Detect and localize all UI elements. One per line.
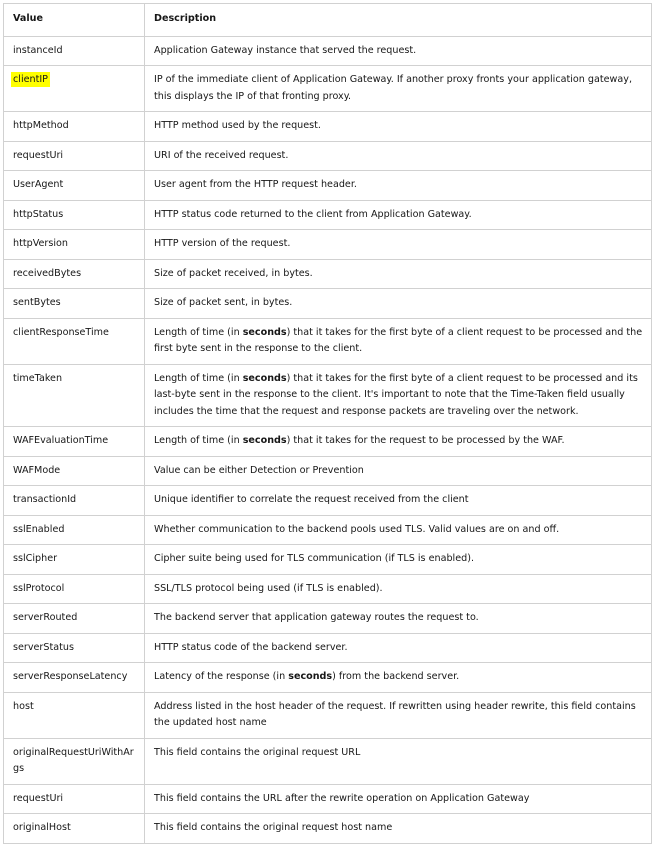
row-description: This field contains the URL after the rewrite operation on Application Gateway xyxy=(145,784,652,814)
row-description: HTTP status code of the backend server. xyxy=(145,633,652,663)
highlighted-value: clientIP xyxy=(13,74,48,85)
row-value: serverStatus xyxy=(4,633,145,663)
row-description: IP of the immediate client of Application Gateway. If another proxy fronts your application gateway, this displays the IP of that fronting proxy. xyxy=(145,66,652,112)
description-text: ) from the backend server. xyxy=(332,671,460,682)
row-description: Address listed in the host header of the request. If rewritten using header rewrite, this field contains the updated host name xyxy=(145,692,652,738)
row-value xyxy=(4,66,145,112)
row-description xyxy=(145,318,652,364)
row-description: Value can be either Detection or Prevention xyxy=(145,456,652,486)
row-description: Unique identifier to correlate the request received from the client xyxy=(145,486,652,516)
row-description: This field contains the original request URL xyxy=(145,738,652,784)
table-row xyxy=(4,36,652,66)
table-row xyxy=(4,364,652,427)
table-row xyxy=(4,318,652,364)
table-row xyxy=(4,663,652,693)
table-row xyxy=(4,574,652,604)
row-description: User agent from the HTTP request header. xyxy=(145,171,652,201)
description-text: Length of time (in xyxy=(154,326,243,338)
table-row xyxy=(4,814,652,844)
table-row xyxy=(4,545,652,575)
table-row xyxy=(4,784,652,814)
row-description: Whether communication to the backend pools used TLS. Valid values are on and off. xyxy=(145,515,652,545)
row-value: serverResponseLatency xyxy=(4,663,145,693)
description-text: ) that it takes for the first byte of a client request to be processed and its last-byte sent in the response to the client. It's important to note that the Time-Taken field usually includes the time that the request and response packets are traveling over the network. xyxy=(154,372,638,417)
description-text: Latency of the response (in xyxy=(154,671,289,682)
table-row xyxy=(4,738,652,784)
table-row xyxy=(4,200,652,230)
seconds-emphasis: seconds xyxy=(242,435,287,446)
row-description xyxy=(145,663,652,693)
row-description: HTTP status code returned to the client from Application Gateway. xyxy=(145,200,652,230)
row-value: WAFEvaluationTime xyxy=(4,427,145,457)
row-description: HTTP method used by the request. xyxy=(145,112,652,142)
row-value: requestUri xyxy=(4,141,145,171)
row-value: clientResponseTime xyxy=(4,318,145,364)
description-text: Length of time (in xyxy=(154,372,243,384)
table-row xyxy=(4,515,652,545)
seconds-emphasis: seconds xyxy=(288,671,333,682)
row-description xyxy=(145,427,652,457)
row-value: receivedBytes xyxy=(4,259,145,289)
seconds-emphasis: seconds xyxy=(242,372,287,384)
row-value: transactionId xyxy=(4,486,145,516)
table-row xyxy=(4,456,652,486)
row-value: requestUri xyxy=(4,784,145,814)
table-row xyxy=(4,230,652,260)
table-row xyxy=(4,692,652,738)
table-row xyxy=(4,259,652,289)
description-text: ) that it takes for the first byte of a client request to be processed and the first byte sent in the response to the client. xyxy=(154,326,643,354)
table-row xyxy=(4,66,652,112)
table-row xyxy=(4,633,652,663)
row-value: host xyxy=(4,692,145,738)
table-row xyxy=(4,112,652,142)
description-text: ) that it takes for the request to be processed by the WAF. xyxy=(286,435,565,446)
row-value: sslEnabled xyxy=(4,515,145,545)
table-row xyxy=(4,427,652,457)
row-description: URI of the received request. xyxy=(145,141,652,171)
row-description: Size of packet sent, in bytes. xyxy=(145,289,652,319)
row-description: Cipher suite being used for TLS communication (if TLS is enabled). xyxy=(145,545,652,575)
row-value: UserAgent xyxy=(4,171,145,201)
row-description: HTTP version of the request. xyxy=(145,230,652,260)
row-value: httpVersion xyxy=(4,230,145,260)
row-description xyxy=(145,364,652,427)
table-row xyxy=(4,141,652,171)
header-value: Value xyxy=(4,4,145,37)
header-description: Description xyxy=(145,4,652,37)
row-value: WAFMode xyxy=(4,456,145,486)
fields-table-container xyxy=(3,3,651,844)
row-description: This field contains the original request host name xyxy=(145,814,652,844)
row-description: Application Gateway instance that served the request. xyxy=(145,36,652,66)
description-text: Length of time (in xyxy=(154,435,243,446)
row-value: serverRouted xyxy=(4,604,145,634)
row-value: originalHost xyxy=(4,814,145,844)
seconds-emphasis: seconds xyxy=(242,326,287,338)
row-value: httpMethod xyxy=(4,112,145,142)
row-value: sslProtocol xyxy=(4,574,145,604)
row-value: instanceId xyxy=(4,36,145,66)
row-value: originalRequestUriWithArgs xyxy=(4,738,145,784)
table-row xyxy=(4,604,652,634)
row-value: httpStatus xyxy=(4,200,145,230)
row-value: sentBytes xyxy=(4,289,145,319)
table-row xyxy=(4,171,652,201)
table-header-row xyxy=(4,4,652,37)
row-description: Size of packet received, in bytes. xyxy=(145,259,652,289)
table-row xyxy=(4,486,652,516)
row-value: sslCipher xyxy=(4,545,145,575)
row-value: timeTaken xyxy=(4,364,145,427)
row-description: The backend server that application gateway routes the request to. xyxy=(145,604,652,634)
row-description: SSL/TLS protocol being used (if TLS is enabled). xyxy=(145,574,652,604)
table-row xyxy=(4,289,652,319)
fields-table xyxy=(3,3,652,844)
